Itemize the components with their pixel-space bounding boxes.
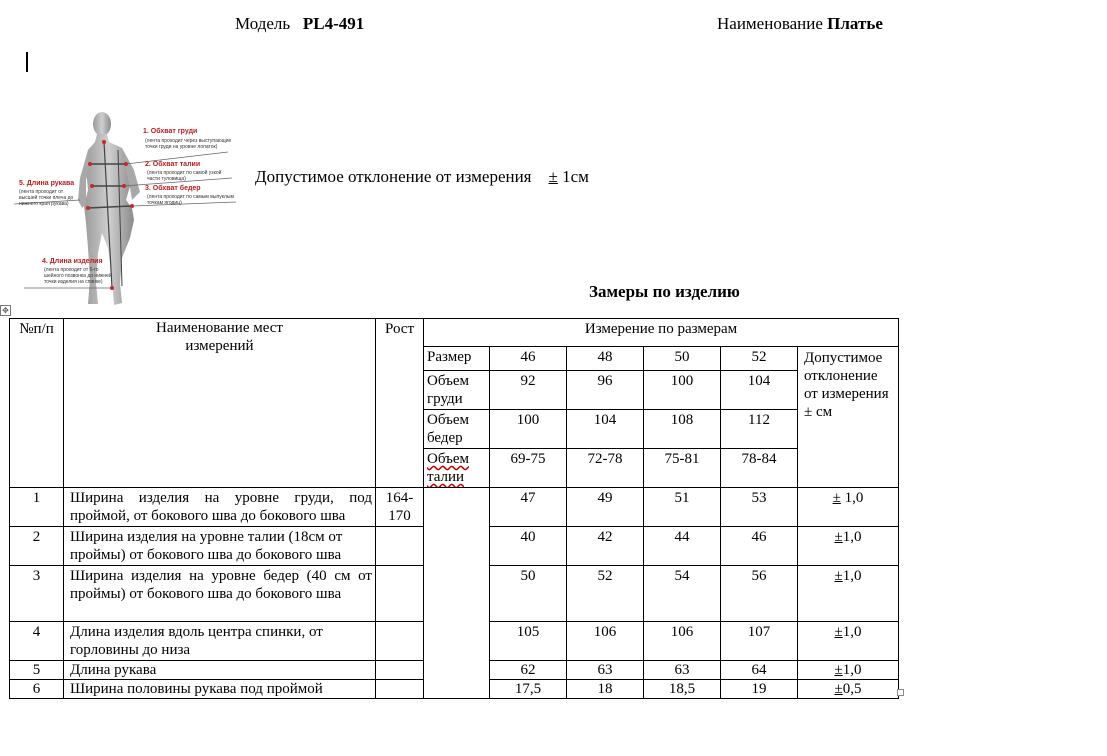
chest-52: 104 [721, 371, 798, 410]
row-value: 44 [644, 527, 721, 566]
row-value: 47 [490, 488, 567, 527]
header-num: №п/п [10, 319, 64, 488]
plus-minus-sign: ± [548, 167, 558, 186]
row-num: 1 [10, 488, 64, 527]
pm-sign: ± [834, 681, 843, 697]
height-empty [376, 566, 424, 622]
row-value: 46 [721, 527, 798, 566]
row-value: 62 [490, 661, 567, 680]
name-line [717, 14, 883, 34]
tolerance-value: 1см [562, 167, 589, 186]
model-label: Модель [235, 14, 291, 33]
name-label: Наименование [717, 14, 823, 33]
size-label: Размер [424, 347, 490, 371]
figure-note-2: (лента проходит по самой узкой части туловища) [147, 170, 222, 182]
pm-sign: ± [834, 568, 843, 584]
row-value: 49 [567, 488, 644, 527]
height-empty [376, 680, 424, 699]
chest-48: 96 [567, 371, 644, 410]
row-num: 4 [10, 622, 64, 661]
figure-label-2: 2. Обхват талии [145, 161, 201, 168]
row-value: 63 [644, 661, 721, 680]
chest-46: 92 [490, 371, 567, 410]
hips-48: 104 [567, 410, 644, 449]
row-tol-value: 0,5 [842, 681, 862, 697]
row-value: 54 [644, 566, 721, 622]
hips-50: 108 [644, 410, 721, 449]
row-value: 106 [644, 622, 721, 661]
row-tolerance [798, 566, 899, 622]
figure-note-5: (лента проходит от высшей точки плеча до нижнего края рукава) [19, 189, 74, 207]
chest-label: Объем груди [424, 371, 490, 410]
measurement-table [9, 318, 899, 699]
row-value: 106 [567, 622, 644, 661]
figure-label-1: 1. Обхват груди [143, 128, 198, 135]
row-value: 18 [567, 680, 644, 699]
row-tolerance [798, 488, 899, 527]
header-sizes: Измерение по размерам [424, 319, 899, 347]
waist-50: 75-81 [644, 449, 721, 488]
row-tolerance [798, 527, 899, 566]
row-name: Ширина изделия на уровне бедер (40 см от проймы) от бокового шва до бокового шва [64, 566, 376, 622]
row-value: 17,5 [490, 680, 567, 699]
row-name: Длина изделия вдоль центра спинки, от горловины до низа [64, 622, 376, 661]
row-num: 6 [10, 680, 64, 699]
figure-note-1: (лента проходит через выступающие точки груди на уровне лопаток) [145, 138, 232, 150]
row-num: 5 [10, 661, 64, 680]
size-46: 46 [490, 347, 567, 371]
name-value: Платье [827, 14, 883, 33]
row-value: 107 [721, 622, 798, 661]
row-name: Длина рукава [64, 661, 376, 680]
waist-label-1: Объем [427, 451, 469, 467]
size-50: 50 [644, 347, 721, 371]
height-value: 164-170 [376, 488, 424, 527]
waist-48: 72-78 [567, 449, 644, 488]
row-tolerance [798, 680, 899, 699]
row-value: 52 [567, 566, 644, 622]
figure-note-3: (лента проходит по самым выпуклым точкам ягодиц) [147, 194, 234, 206]
row-value: 64 [721, 661, 798, 680]
pm-sign: ± [834, 624, 843, 640]
row-value: 42 [567, 527, 644, 566]
table-row [10, 488, 899, 527]
row-name: Ширина изделия на уровне талии (18см от проймы) от бокового шва до бокового шва [64, 527, 376, 566]
measurement-figure [14, 108, 242, 316]
row-name: Ширина половины рукава под проймой [64, 680, 376, 699]
row-value: 105 [490, 622, 567, 661]
row-tolerance [798, 622, 899, 661]
row-value: 18,5 [644, 680, 721, 699]
row-value: 50 [490, 566, 567, 622]
pm-sign: ± [834, 662, 843, 678]
model-line [235, 14, 364, 34]
figure-label-5: 5. Длина рукава [19, 180, 75, 187]
row-value: 63 [567, 661, 644, 680]
waist-52: 78-84 [721, 449, 798, 488]
tolerance-line [255, 167, 589, 187]
row-tol-value: 1,0 [844, 490, 864, 506]
row-value: 53 [721, 488, 798, 527]
figure-note-4: (лента проходит от 6-го шейного позвонка до нижней точки изделия на спинке) [44, 267, 112, 285]
pm-sign: ± [834, 529, 843, 545]
text-cursor [26, 52, 28, 72]
header-name: Наименование мест измерений [64, 319, 376, 488]
row-value: 56 [721, 566, 798, 622]
row-num: 2 [10, 527, 64, 566]
height-empty [376, 622, 424, 661]
hips-label: Объем бедер [424, 410, 490, 449]
row-tol-value: 1,0 [842, 568, 862, 584]
row-value: 40 [490, 527, 567, 566]
row-value: 51 [644, 488, 721, 527]
waist-label [424, 449, 490, 488]
hips-46: 100 [490, 410, 567, 449]
row-name: Ширина изделия на уровне груди, под проймой, от бокового шва до бокового шва [64, 488, 376, 527]
table-resize-handle[interactable] [897, 689, 904, 696]
model-value: PL4-491 [302, 14, 365, 33]
table-move-handle-icon[interactable]: ✥ [0, 305, 11, 316]
size-52: 52 [721, 347, 798, 371]
row-tol-value: 1,0 [842, 662, 862, 678]
figure-label-3: 3. Обхват бедер [145, 185, 201, 192]
hips-52: 112 [721, 410, 798, 449]
tolerance-text: Допустимое отклонение от измерения [255, 167, 532, 186]
row-tol-value: 1,0 [842, 624, 862, 640]
height-empty [376, 661, 424, 680]
row-tolerance [798, 661, 899, 680]
header-height: Рост [376, 319, 424, 488]
row-num: 3 [10, 566, 64, 622]
figure-label-4: 4. Длина изделия [42, 258, 103, 265]
chest-50: 100 [644, 371, 721, 410]
row-tol-value: 1,0 [842, 529, 862, 545]
empty-size-column [424, 488, 490, 699]
table-title: Замеры по изделию [589, 282, 740, 301]
pm-sign: ± [832, 490, 841, 506]
row-value: 19 [721, 680, 798, 699]
size-48: 48 [567, 347, 644, 371]
waist-label-2: талии [427, 469, 465, 485]
tolerance-header: Допустимое отклонение от измерения ± см [798, 347, 899, 488]
height-empty [376, 527, 424, 566]
waist-46: 69-75 [490, 449, 567, 488]
